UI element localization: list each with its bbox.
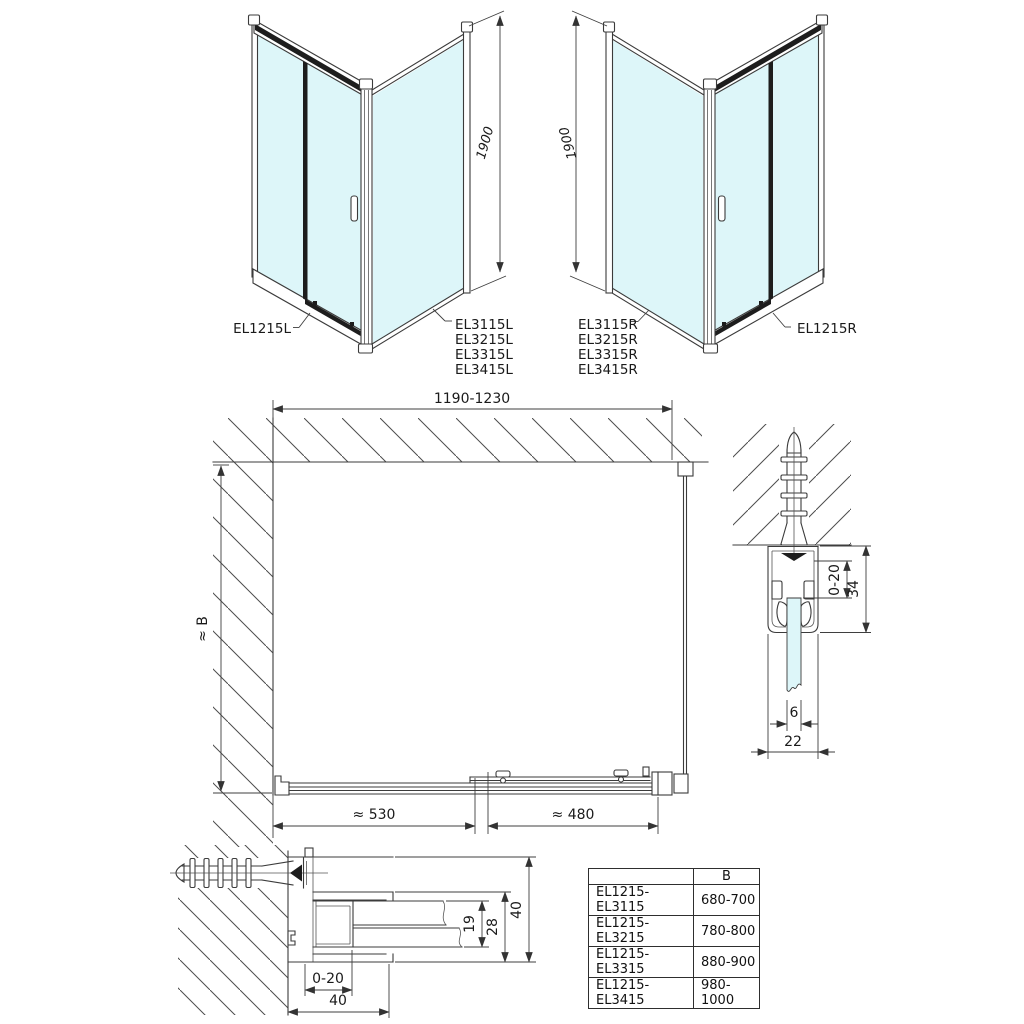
table-row [589, 978, 760, 1009]
height-dim-right: 1900 [556, 124, 581, 161]
plan-width-dim: 1190-1230 [433, 391, 511, 407]
combo-cell: EL1215-EL3415 [589, 978, 694, 1009]
panel-label-left-1: EL3115L [455, 317, 513, 333]
profile-width-dim: 22 [784, 734, 802, 750]
combo-cell: EL1215-EL3315 [589, 947, 694, 978]
panel-label-right-3: EL3315R [578, 347, 638, 363]
b-cell: 780-800 [694, 916, 760, 947]
glass-clip [772, 581, 782, 599]
table-row [589, 885, 760, 916]
plan-fixed-dim: ≈ 530 [352, 807, 396, 823]
b-cell: 680-700 [694, 885, 760, 916]
panel-label-right-1: EL3115R [578, 317, 638, 333]
profile-height-dim: 40 [509, 901, 525, 919]
profile-notch [288, 931, 295, 945]
plan-depth-dim: ≈ B [195, 616, 211, 642]
glass-clip [804, 581, 814, 599]
glass-jaw [801, 602, 811, 626]
channel-dim: 28 [485, 918, 501, 936]
size-table-header-b: B [694, 869, 760, 885]
combo-cell: EL1215-EL3115 [589, 885, 694, 916]
door-label-right: EL1215R [797, 321, 857, 337]
glass-package-dim: 19 [462, 915, 478, 933]
leader-panel-left [433, 309, 445, 321]
size-table [588, 868, 760, 1009]
panel-label-left-4: EL3415L [455, 362, 513, 378]
screw-head [781, 553, 807, 561]
combo-cell: EL1215-EL3215 [589, 916, 694, 947]
b-cell: 880-900 [694, 947, 760, 978]
floor-profile-detail [170, 845, 536, 1018]
break-line [443, 901, 446, 925]
door-roller [496, 771, 510, 777]
size-table-header-empty [589, 869, 694, 885]
screw-head [290, 865, 302, 882]
wall-bracket-top [678, 462, 693, 476]
profile-tab [305, 848, 313, 857]
glass-pane [787, 598, 801, 691]
wall-adjust-dim: 0-20 [827, 564, 843, 596]
plan-view [195, 391, 708, 847]
floor-width-dim: 40 [329, 993, 347, 1009]
plan-door-dim: ≈ 480 [551, 807, 595, 823]
table-row [589, 947, 760, 978]
height-dim-left: 1900 [473, 125, 498, 162]
track-end-cap [652, 772, 672, 795]
panel-label-right-2: EL3215R [578, 332, 638, 348]
door-roller [614, 770, 628, 776]
wall-profile-detail [733, 424, 871, 759]
glass-jaw [777, 602, 787, 626]
wall-hatch-left [213, 462, 273, 847]
wall-depth-dim: 34 [846, 580, 862, 598]
size-table-header-row [589, 869, 760, 885]
door-label-left: EL1215L [233, 321, 291, 337]
wall-hatch-top [213, 418, 702, 462]
iso-view-left [233, 11, 513, 378]
panel-label-right-4: EL3415R [578, 362, 638, 378]
wall-bracket-bottom [275, 776, 289, 795]
b-cell: 980-1000 [694, 978, 760, 1009]
panel-label-left-2: EL3215L [455, 332, 513, 348]
glass-thickness-dim: 6 [789, 705, 799, 721]
table-row [589, 916, 760, 947]
panel-label-left-3: EL3315L [455, 347, 513, 363]
iso-view-right [557, 11, 857, 378]
floor-adjust-dim: 0-20 [312, 971, 344, 987]
